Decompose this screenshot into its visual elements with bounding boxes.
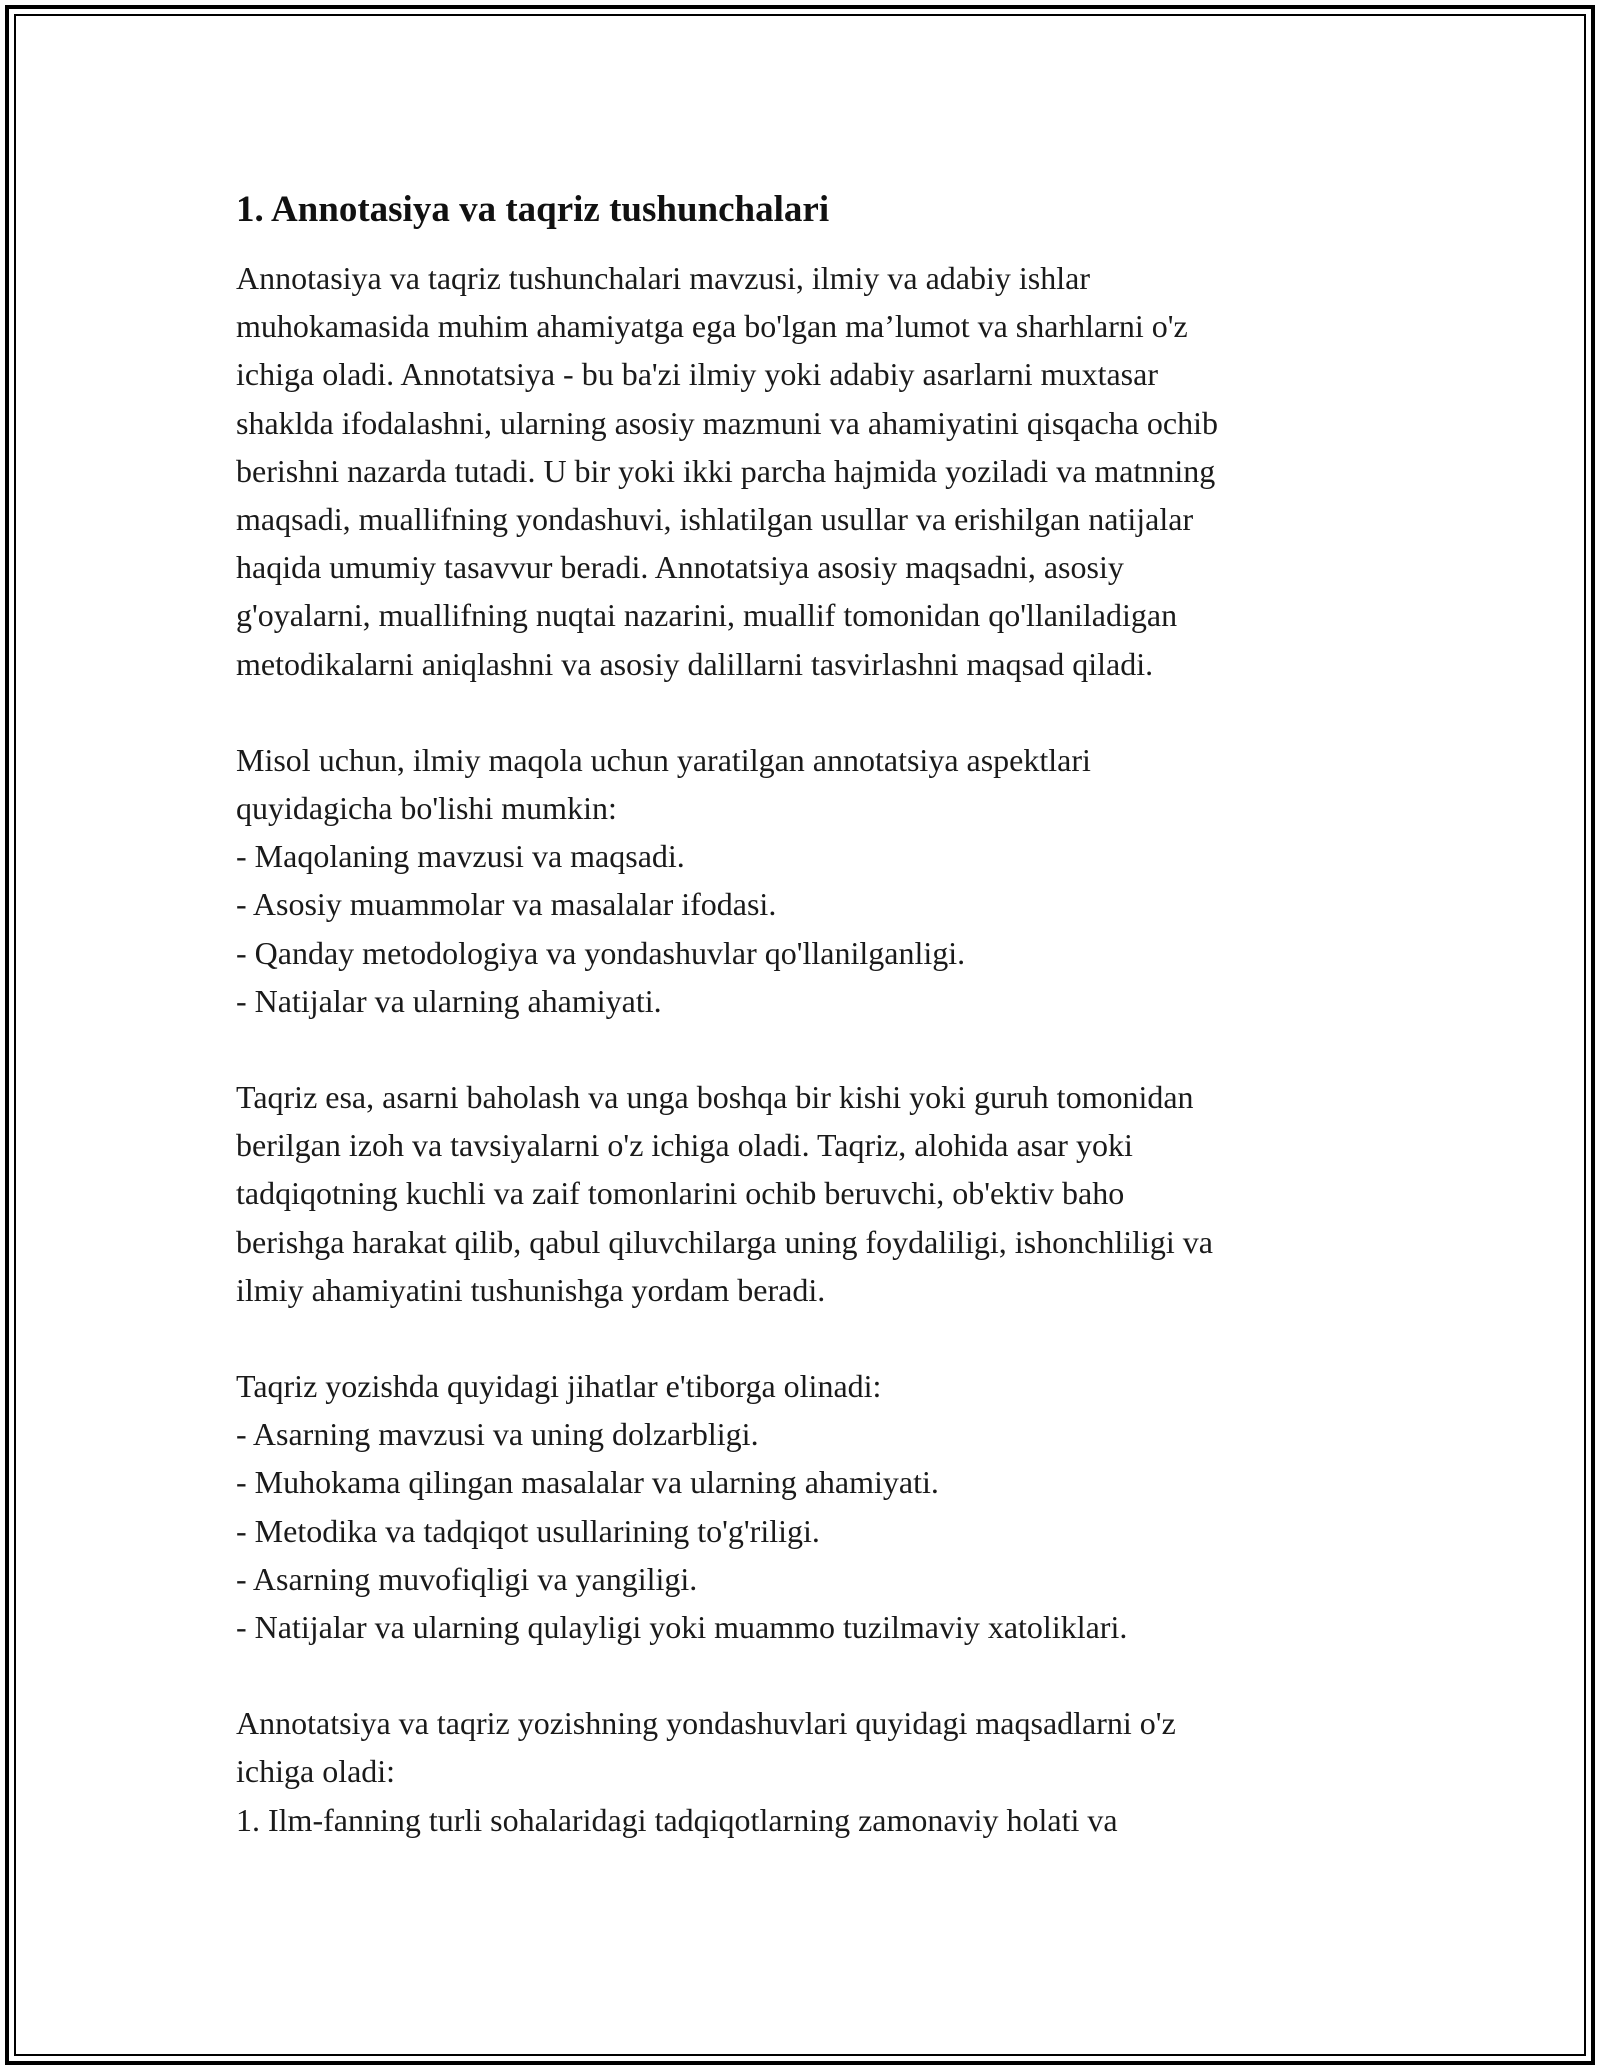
paragraph-approaches-goals: Annotatsiya va taqriz yozishning yondashuvlari quyidagi maqsadlarni o'z ichiga oladi: 1. Ilm-fanning turli sohalaridagi tadqiqotlarning zamonaviy holati va xyxy=(236,1705,1176,1838)
paragraph-spacer xyxy=(236,1651,1376,1699)
paragraph-review-aspects-list: Taqriz yozishda quyidagi jihatlar e'tiborga olinadi: - Asarning mavzusi va uning dolzarbligi. - Muhokama qilingan masalalar va ularning ahamiyati. - Metodika va tadqiqot usullarining to'g'riligi. - Asarning muvofiqligi va yangiligi. - Natijalar va ularning qulayligi yoki muammo tuzilmaviy xatoliklari. xyxy=(236,1368,1128,1646)
section-heading: 1. Annotasiya va taqriz tushunchalari xyxy=(236,189,830,230)
paragraph-annotation-example-list: Misol uchun, ilmiy maqola uchun yaratilgan annotatsiya aspektlari quyidagicha bo'lishi mumkin: - Maqolaning mavzusi va maqsadi. - Asosiy muammolar va masalalar ifodasi. - Qanday metodologiya va yondashuvlar qo'llanilganligi. - Natijalar va ularning ahamiyati. xyxy=(236,741,1091,1019)
document-body xyxy=(236,186,1376,1844)
paragraph-annotation-definition: Annotasiya va taqriz tushunchalari mavzusi, ilmiy va adabiy ishlar muhokamasida muhim ahamiyatga ega bo'lgan ma’lumot va sharhlarni o'z ichiga oladi. Annotatsiya - bu ba'zi ilmiy yoki adabiy asarlarni muxtasar shaklda ifodalashni, ularning asosiy mazmuni va ahamiyatini qisqacha ochib berishni nazarda tutadi. U bir yoki ikki parcha hajmida yoziladi va matnning maqsadi, muallifning yondashuvi, ishlatilgan usullar va erishilgan natijalar haqida umumiy tasavvur beradi. Annotatsiya asosiy maqsadni, asosiy g'oyalarni, muallifning nuqtai nazarini, muallif tomonidan qo'llaniladigan metodikalarni aniqlashni va asosiy dalillarni tasvirlashni maqsad qiladi. xyxy=(236,260,1218,682)
paragraph-spacer xyxy=(236,688,1376,736)
paragraph-review-definition: Taqriz esa, asarni baholash va unga boshqa bir kishi yoki guruh tomonidan berilgan izoh va tavsiyalarni o'z ichiga oladi. Taqriz, alohida asar yoki tadqiqotning kuchli va zaif tomonlarini ochib beruvchi, ob'ektiv baho berishga harakat qilib, qabul qiluvchilarga uning foydaliligi, ishonchliligi va ilmiy ahamiyatini tushunishga yordam beradi. xyxy=(236,1079,1213,1308)
paragraph-spacer xyxy=(236,1025,1376,1073)
paragraph-spacer xyxy=(236,1314,1376,1362)
